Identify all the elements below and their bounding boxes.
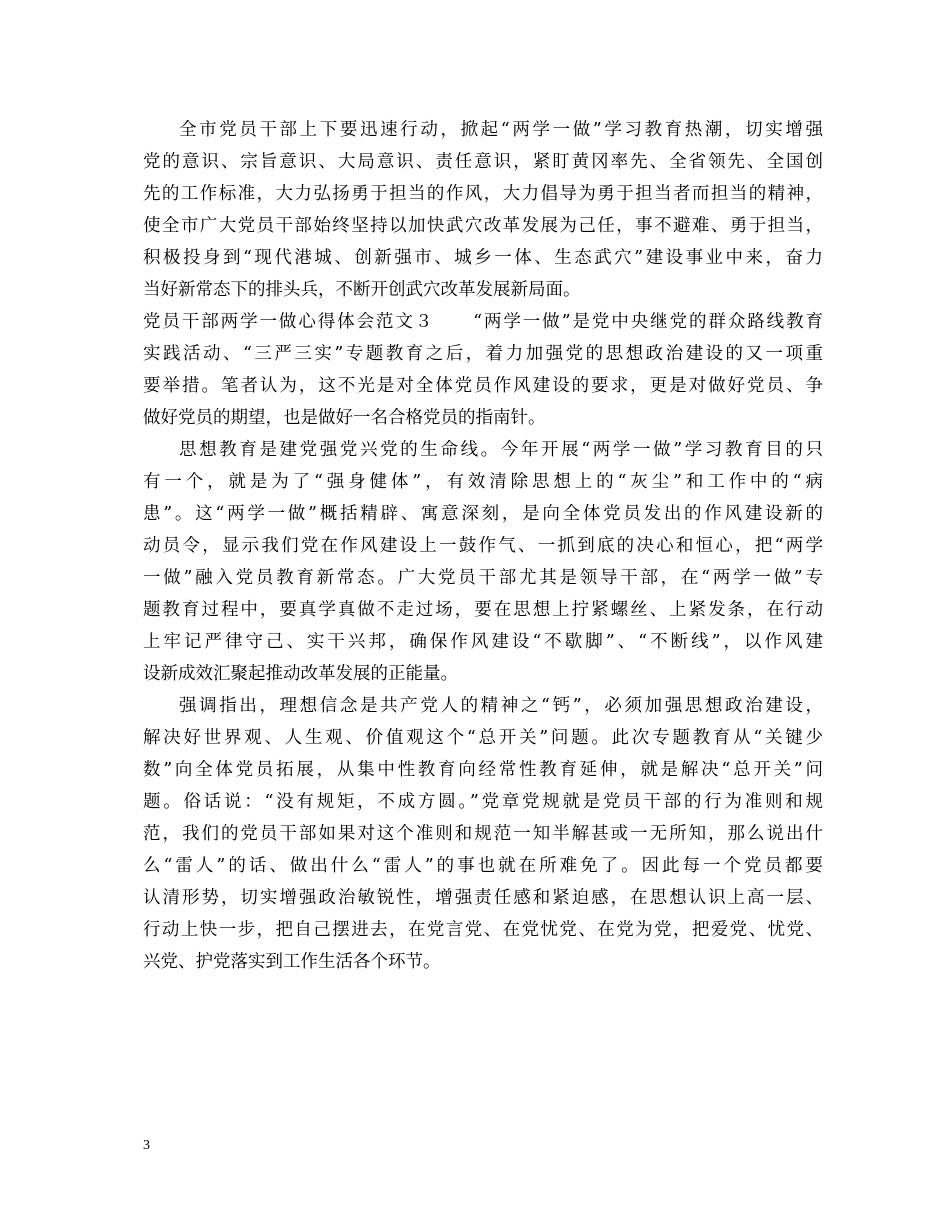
text-line: 患”。这“两学一做”概括精辟、寓意深刻，是向全体党员发出的作风建设新的 bbox=[143, 504, 823, 524]
paragraph bbox=[143, 114, 823, 306]
text-line: 么“雷人”的话、做出什么“雷人”的事也就在所难免了。因此每一个党员都要 bbox=[143, 856, 823, 876]
text-line: 设新成效汇聚起推动改革发展的正能量。 bbox=[143, 664, 458, 684]
text-line: 解决好世界观、人生观、价值观这个“总开关”问题。此次专题教育从“关键少 bbox=[143, 728, 823, 748]
text-line: 兴党、护党落实到工作生活各个环节。 bbox=[143, 952, 441, 972]
text-line: 题教育过程中，要真学真做不走过场，要在思想上拧紧螺丝、上紧发条，在行动 bbox=[143, 600, 823, 620]
text-line: 题。俗话说：“没有规矩，不成方圆。”党章党规就是党员干部的行为准则和规 bbox=[143, 792, 823, 812]
text-line: 有一个，就是为了“强身健体”，有效清除思想上的“灰尘”和工作中的“病 bbox=[143, 472, 823, 492]
document-body bbox=[143, 114, 823, 978]
text-line: 全市党员干部上下要迅速行动，掀起“两学一做”学习教育热潮，切实增强 bbox=[179, 120, 823, 140]
text-line: 做好党员的期望，也是做好一名合格党员的指南针。 bbox=[143, 408, 546, 428]
text-line: 先的工作标准，大力弘扬勇于担当的作风，大力倡导为勇于担当者而担当的精神， bbox=[143, 184, 823, 204]
text-line: 行动上快一步，把自己摆进去，在党言党、在党忧党、在党为党，把爱党、忧党、 bbox=[143, 920, 823, 940]
text-line: 强调指出，理想信念是共产党人的精神之“钙”，必须加强思想政治建设， bbox=[179, 696, 823, 716]
text-line: 党员干部两学一做心得体会范文３ “两学一做”是党中央继党的群众路线教育 bbox=[143, 312, 823, 332]
paragraph bbox=[143, 690, 823, 978]
text-line: 党的意识、宗旨意识、大局意识、责任意识，紧盯黄冈率先、全省领先、全国创 bbox=[143, 152, 823, 172]
text-line: 思想教育是建党强党兴党的生命线。今年开展“两学一做”学习教育目的只 bbox=[179, 440, 823, 460]
paragraph bbox=[143, 306, 823, 434]
text-line: 积极投身到“现代港城、创新强市、城乡一体、生态武穴”建设事业中来，奋力 bbox=[143, 248, 823, 268]
text-line: 实践活动、“三严三实”专题教育之后，着力加强党的思想政治建设的又一项重 bbox=[143, 344, 823, 364]
text-line: 一做”融入党员教育新常态。广大党员干部尤其是领导干部，在“两学一做”专 bbox=[143, 568, 823, 588]
text-line: 动员令，显示我们党在作风建设上一鼓作气、一抓到底的决心和恒心，把“两学 bbox=[143, 536, 823, 556]
paragraph bbox=[143, 434, 823, 690]
text-line: 使全市广大党员干部始终坚持以加快武穴改革发展为己任，事不避难、勇于担当， bbox=[143, 216, 823, 236]
text-line: 范，我们的党员干部如果对这个准则和规范一知半解甚或一无所知，那么说出什 bbox=[143, 824, 823, 844]
text-line: 数”向全体党员拓展，从集中性教育向经常性教育延伸，就是解决“总开关”问 bbox=[143, 760, 823, 780]
text-line: 要举措。笔者认为，这不光是对全体党员作风建设的要求，更是对做好党员、争 bbox=[143, 376, 823, 396]
text-line: 认清形势，切实增强政治敏锐性，增强责任感和紧迫感，在思想认识上高一层、 bbox=[143, 888, 823, 908]
page-number: 3 bbox=[143, 1138, 150, 1153]
text-line: 上牢记严律守己、实干兴邦，确保作风建设“不歇脚”、“不断线”，以作风建 bbox=[143, 632, 823, 652]
text-line: 当好新常态下的排头兵，不断开创武穴改革发展新局面。 bbox=[143, 280, 581, 300]
